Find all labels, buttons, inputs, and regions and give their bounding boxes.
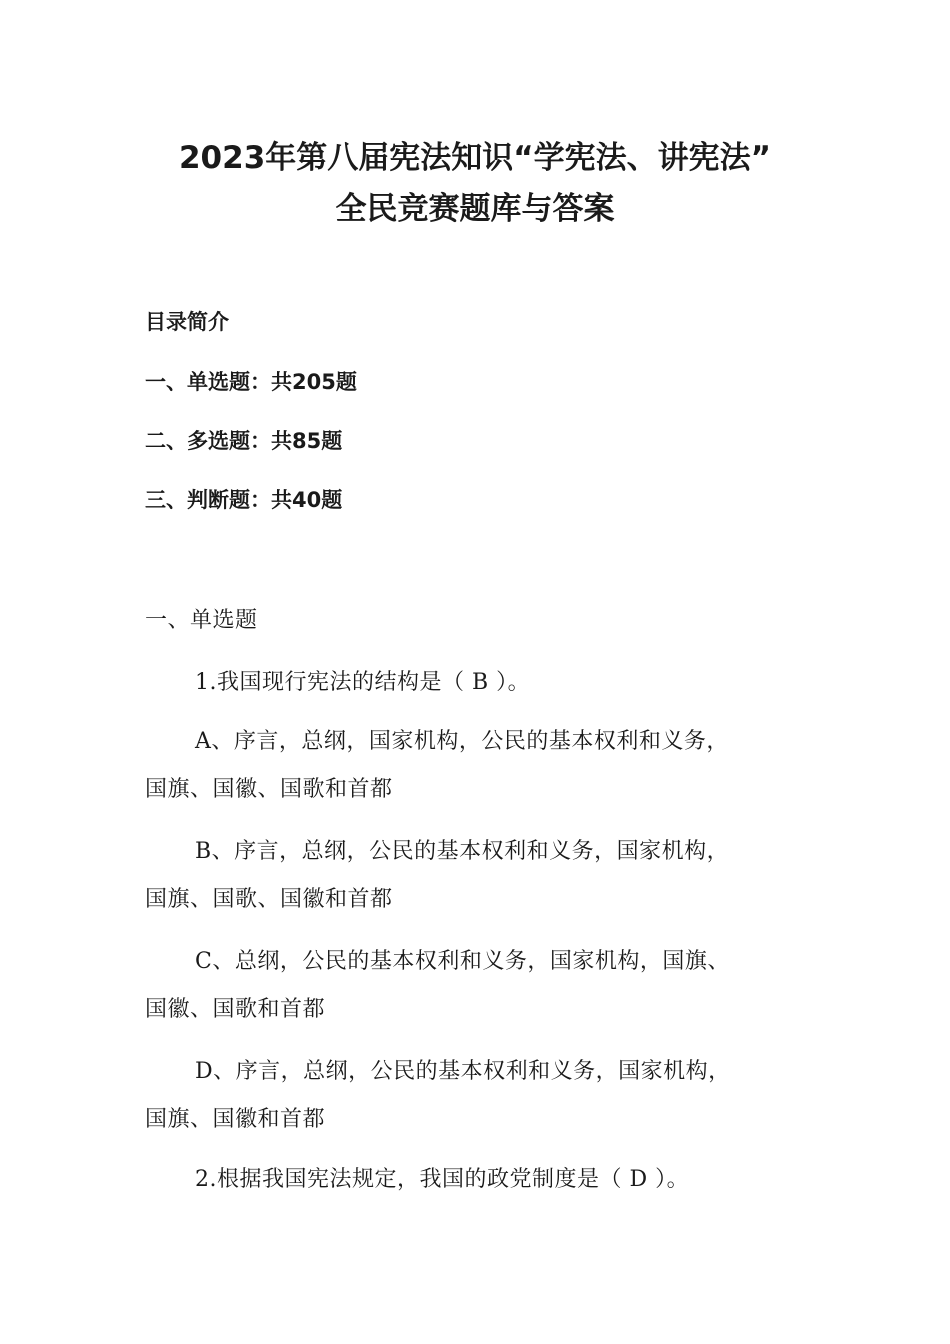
question-1: 1.我国现行宪法的结构是（ B ）。 [195, 670, 531, 695]
question-1-option-a: A、序言，总纲，国家机构，公民的基本权利和义务， [195, 729, 729, 754]
question-1-option-b: B、序言，总纲，公民的基本权利和义务，国家机构， [195, 839, 730, 864]
question-1-option-d-continued: 国旗、国徽和首都 [145, 1107, 326, 1132]
question-1-option-b-continued: 国旗、国歌、国徽和首都 [145, 887, 393, 912]
question-2: 2.根据我国宪法规定，我国的政党制度是（ D ）。 [195, 1167, 690, 1192]
question-1-option-a-continued: 国旗、国徽、国歌和首都 [145, 777, 393, 802]
document-title-line-2: 全民竞赛题库与答案 [335, 191, 615, 227]
question-1-option-c-continued: 国徽、国歌和首都 [145, 997, 326, 1022]
toc-item-single-choice: 一、单选题：共205题 [145, 370, 357, 394]
toc-item-true-false: 三、判断题：共40题 [145, 488, 343, 512]
document-title-line-1: 2023年第八届宪法知识“学宪法、讲宪法” [178, 140, 772, 176]
question-1-option-d: D、序言，总纲，公民的基本权利和义务，国家机构， [195, 1059, 731, 1084]
toc-heading: 目录简介 [145, 310, 229, 334]
section-heading: 一、单选题 [145, 608, 258, 633]
toc-item-multiple-choice: 二、多选题：共85题 [145, 429, 343, 453]
question-1-option-c: C、总纲，公民的基本权利和义务，国家机构，国旗、 [195, 949, 730, 974]
